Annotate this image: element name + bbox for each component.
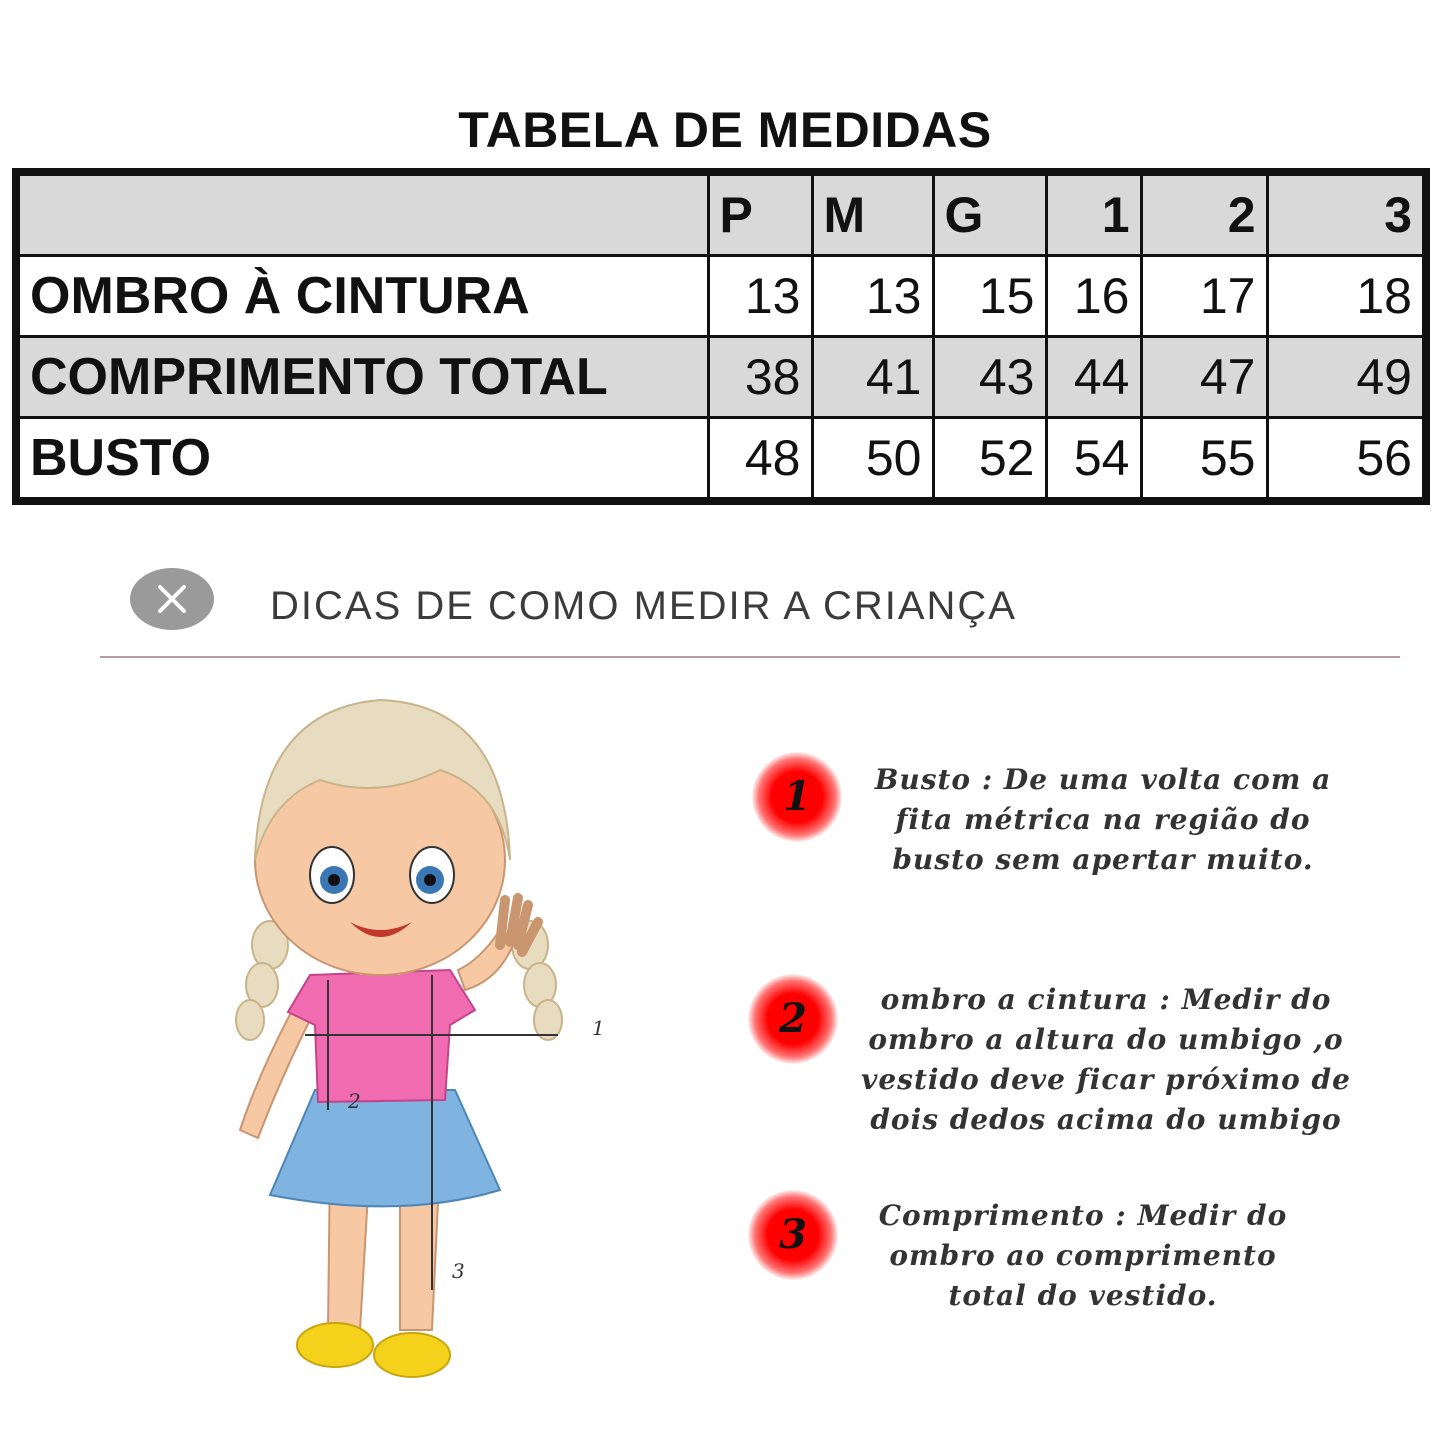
tip-line: total do vestido. <box>948 1279 1218 1312</box>
size-header-m: M <box>812 172 933 256</box>
tip-number-2: 2 <box>779 995 807 1042</box>
tips-header <box>100 560 1400 658</box>
tip-number-3: 3 <box>779 1211 807 1258</box>
table-cell: 47 <box>1141 337 1267 418</box>
tip-line: ombro ao comprimento <box>889 1239 1277 1272</box>
tip-line: ombro a altura do umbigo ,o <box>868 1023 1344 1056</box>
table-cell: 13 <box>812 256 933 337</box>
table-header-row <box>16 172 1426 256</box>
tip-ombro-cintura <box>846 980 1366 1140</box>
tip-line: Busto : De uma volta com a <box>874 763 1332 796</box>
size-table <box>12 168 1430 505</box>
measure-label-1: 1 <box>592 1016 605 1040</box>
table-cell: 15 <box>933 256 1046 337</box>
tip-line: fita métrica na região do <box>895 803 1311 836</box>
size-header-3: 3 <box>1267 172 1426 256</box>
shoes <box>297 1323 450 1377</box>
row-label: COMPRIMENTO TOTAL <box>16 337 708 418</box>
measure-label-2: 2 <box>348 1089 361 1113</box>
table-row <box>16 337 1426 418</box>
tips-title: DICAS DE COMO MEDIR A CRIANÇA <box>270 584 1017 628</box>
measure-label-3: 3 <box>452 1259 465 1283</box>
row-label: BUSTO <box>16 418 708 502</box>
table-cell: 17 <box>1141 256 1267 337</box>
table-cell: 50 <box>812 418 933 502</box>
size-header-g: G <box>933 172 1046 256</box>
tip-badge-1 <box>752 752 842 842</box>
tip-comprimento <box>858 1196 1308 1316</box>
table-cell: 56 <box>1267 418 1426 502</box>
tip-number-1: 1 <box>783 773 811 820</box>
tip-line: busto sem apertar muito. <box>892 843 1314 876</box>
table-cell: 44 <box>1046 337 1141 418</box>
table-cell: 54 <box>1046 418 1141 502</box>
tip-line: Comprimento : Medir do <box>878 1199 1288 1232</box>
table-cell: 49 <box>1267 337 1426 418</box>
close-icon[interactable] <box>130 568 214 630</box>
row-label: OMBRO À CINTURA <box>16 256 708 337</box>
child-illustration <box>200 690 630 1410</box>
size-header-p: P <box>708 172 812 256</box>
table-cell: 48 <box>708 418 812 502</box>
table-cell: 43 <box>933 337 1046 418</box>
table-row <box>16 256 1426 337</box>
table-title: TABELA DE MEDIDAS <box>458 102 992 158</box>
tip-badge-3 <box>748 1190 838 1280</box>
table-cell: 38 <box>708 337 812 418</box>
table-cell: 52 <box>933 418 1046 502</box>
skirt <box>270 1090 500 1206</box>
table-row <box>16 418 1426 502</box>
table-cell: 55 <box>1141 418 1267 502</box>
table-cell: 13 <box>708 256 812 337</box>
tip-busto <box>858 760 1348 880</box>
size-header-1: 1 <box>1046 172 1141 256</box>
tip-line: ombro a cintura : Medir do <box>880 983 1332 1016</box>
tip-badge-2 <box>748 974 838 1064</box>
tip-line: dois dedos acima do umbigo <box>870 1103 1342 1136</box>
table-corner-cell <box>16 172 708 256</box>
tip-line: vestido deve ficar próximo de <box>861 1063 1351 1096</box>
size-header-2: 2 <box>1141 172 1267 256</box>
table-cell: 18 <box>1267 256 1426 337</box>
table-cell: 16 <box>1046 256 1141 337</box>
table-cell: 41 <box>812 337 933 418</box>
